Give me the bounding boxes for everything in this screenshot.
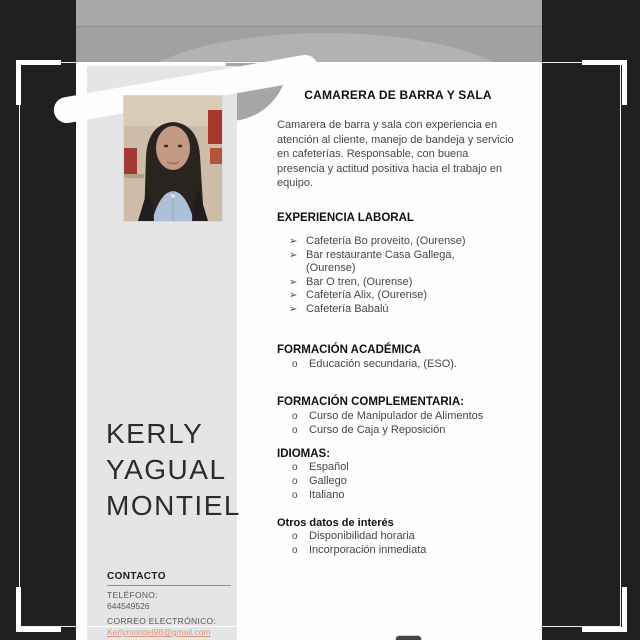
capture-button[interactable] [396,636,421,640]
cv-summary: Camarera de barra y sala con experiencia en atención al cliente, manejo de bandeja y servicio en cafeterías. Responsable, con buena presencia y actitud positiva hacia el trabajo en equipo. [277,119,514,189]
other-item: Incorporación inmediata [309,543,427,556]
circle-bullet-icon: o [292,462,298,473]
phone-value: 644549526 [107,601,150,611]
circle-bullet-icon: o [292,475,298,487]
circle-bullet-icon: o [292,544,298,556]
section-heading-formacion-academica: FORMACIÓN ACADÉMICA [277,344,421,356]
section-heading-otros-datos: Otros datos de interés [277,517,394,529]
arrow-bullet-icon: ➢ [289,236,298,247]
circle-bullet-icon: o [292,424,298,436]
crop-frame[interactable] [19,62,621,627]
email-row [107,627,211,637]
other-item: Disponibilidad horaria [309,530,415,542]
cv-title: CAMARERA DE BARRA Y SALA [304,88,492,102]
training-item: Curso de Caja y Reposición [309,423,446,436]
training-item: Curso de Manipulador de Alimentos [309,410,484,422]
circle-bullet-icon: o [292,359,298,370]
section-heading-formacion-complementaria: FORMACIÓN COMPLEMENTARIA: [277,396,464,408]
crop-corner-top-left[interactable] [16,60,61,105]
circle-bullet-icon: o [292,411,298,422]
arrow-bullet-icon: ➢ [289,303,298,315]
crop-corner-bottom-left[interactable] [16,587,61,632]
experience-item: Cafetería Bo proveito, (Ourense) [306,235,466,247]
contact-heading: CONTACTO [107,571,166,582]
name-line-1: KERLY [106,418,204,449]
name-line-2: YAGUAL [106,454,227,485]
phone-label: TELÉFONO: [107,590,158,600]
circle-bullet-icon: o [292,531,298,542]
section-heading-idiomas: IDIOMAS: [277,448,331,460]
language-item: Gallego [309,474,347,487]
circle-bullet-icon: o [292,489,298,501]
language-item: Italiano [309,488,345,501]
arrow-bullet-icon: ➢ [289,249,298,261]
crop-corner-top-right[interactable] [582,60,627,105]
experience-item: Cafetería Babalú [306,302,389,315]
experience-item: Cafetería Alix, (Ourense) [306,289,428,301]
experience-item: Bar O tren, (Ourense) [306,275,413,288]
language-item: Español [309,461,349,473]
name-line-3: MONTIEL [106,490,241,521]
education-item: Educación secundaria, (ESO). [309,358,457,370]
arrow-bullet-icon: ➢ [289,276,298,288]
email-label: CORREO ELECTRÓNICO: [107,616,217,626]
email-link[interactable]: Kerlymontiel98@gmail.com [107,627,211,637]
crop-corner-bottom-right[interactable] [582,587,627,632]
arrow-bullet-icon: ➢ [289,290,298,301]
experience-item: Bar restaurante Casa Gallega, (Ourense) [306,248,455,274]
section-heading-experiencia: EXPERIENCIA LABORAL [277,212,414,224]
